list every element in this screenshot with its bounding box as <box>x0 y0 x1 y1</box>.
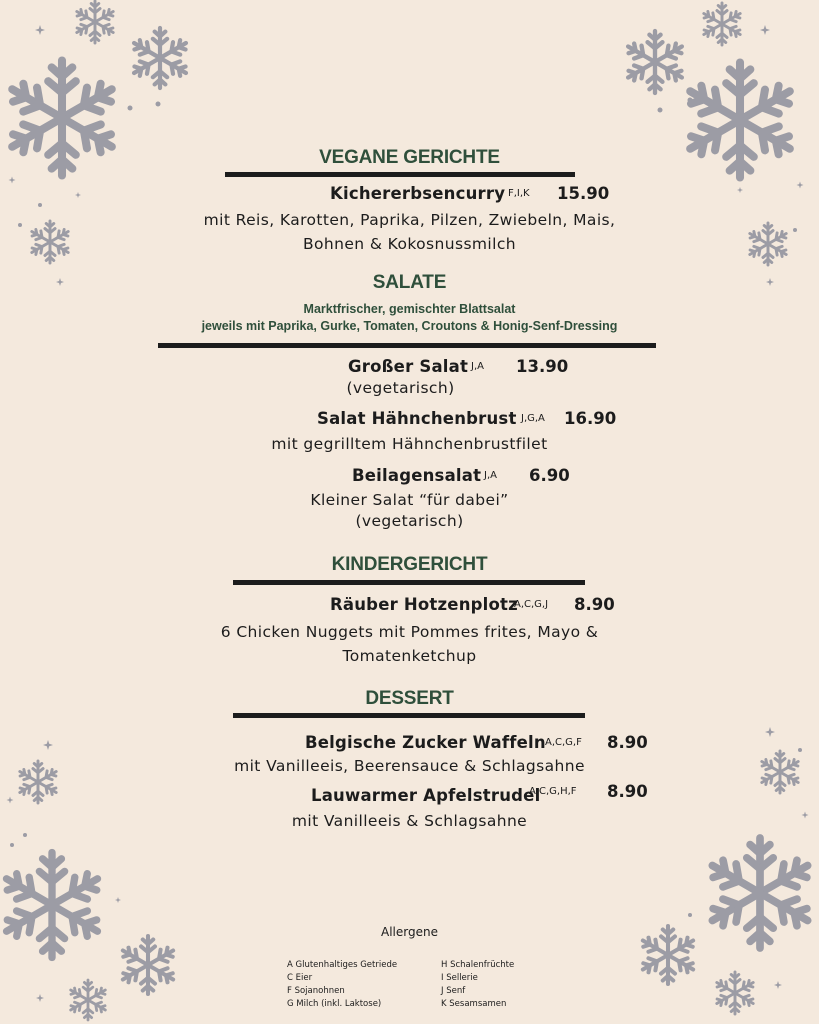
item-description: Bohnen & Kokosnussmilch <box>303 235 516 253</box>
item-description: mit Vanilleeis, Beerensauce & Schlagsahne <box>234 757 585 775</box>
item-price: 8.90 <box>574 595 615 614</box>
item-description: Tomatenketchup <box>342 647 477 665</box>
allergen-list-right <box>441 959 514 1011</box>
item-allergens: F,I,K <box>508 188 530 199</box>
allergen-entry: H Schalenfrüchte <box>441 960 515 970</box>
allergen-entry: C Eier <box>287 973 313 983</box>
section-divider <box>158 343 656 348</box>
item-name: Belgische Zucker Waffeln <box>305 733 546 752</box>
section-divider <box>233 713 585 718</box>
menu-item-kichererbsencurry <box>0 184 819 214</box>
item-description: 6 Chicken Nuggets mit Pommes frites, Mayo & <box>220 623 599 641</box>
allergen-list-left <box>287 959 397 1011</box>
allergen-entry: J Senf <box>441 986 466 996</box>
section-title-vegan: VEGANE GERICHTE <box>319 147 500 168</box>
item-name: Beilagensalat <box>352 466 482 485</box>
allergen-entry: K Sesamsamen <box>441 999 507 1009</box>
section-title-kinder: KINDERGERICHT <box>331 554 488 575</box>
item-allergens: A,C,G,H,F <box>529 786 577 797</box>
allergen-entry: A Glutenhaltiges Getriede <box>287 960 398 970</box>
allergen-entry: G Milch (inkl. Laktose) <box>287 999 382 1009</box>
menu-item-raeuber-hotzenplotz <box>0 595 819 625</box>
item-description: Kleiner Salat “für dabei” <box>310 491 509 509</box>
item-description: (vegetarisch) <box>355 512 464 530</box>
section-note: Marktfrischer, gemischter Blattsalat <box>303 302 516 316</box>
item-price: 8.90 <box>607 782 648 801</box>
item-price: 16.90 <box>564 409 617 428</box>
item-allergens: J,G,A <box>521 413 545 424</box>
section-divider <box>225 172 575 177</box>
item-price: 15.90 <box>557 184 610 203</box>
section-divider <box>233 580 585 585</box>
item-price: 8.90 <box>607 733 648 752</box>
section-title-dessert: DESSERT <box>365 688 454 709</box>
section-note: jeweils mit Paprika, Gurke, Tomaten, Croutons & Honig-Senf-Dressing <box>201 319 618 333</box>
allergen-entry: I Sellerie <box>441 973 478 983</box>
item-allergens: A,C,G,F <box>545 737 582 748</box>
section-title-salate: SALATE <box>372 272 447 293</box>
item-name: Großer Salat <box>348 357 469 376</box>
item-name: Salat Hähnchenbrust <box>317 409 517 428</box>
item-name: Räuber Hotzenplotz <box>330 595 518 614</box>
item-name: Lauwarmer Apfelstrudel <box>311 786 541 805</box>
item-allergens: A,C,G,J <box>514 599 549 610</box>
item-allergens: J,A <box>484 470 497 481</box>
item-name: Kichererbsencurry <box>330 184 506 203</box>
item-price: 13.90 <box>516 357 569 376</box>
item-description: (vegetarisch) <box>346 379 455 397</box>
allergen-title: Allergene <box>381 925 438 939</box>
item-description: mit gegrilltem Hähnchenbrustfilet <box>271 435 548 453</box>
item-price: 6.90 <box>529 466 570 485</box>
item-allergens: J,A <box>471 361 484 372</box>
item-description: mit Reis, Karotten, Paprika, Pilzen, Zwiebeln, Mais, <box>203 211 616 229</box>
item-description: mit Vanilleeis & Schlagsahne <box>291 812 528 830</box>
allergen-entry: F Sojanohnen <box>287 986 345 996</box>
